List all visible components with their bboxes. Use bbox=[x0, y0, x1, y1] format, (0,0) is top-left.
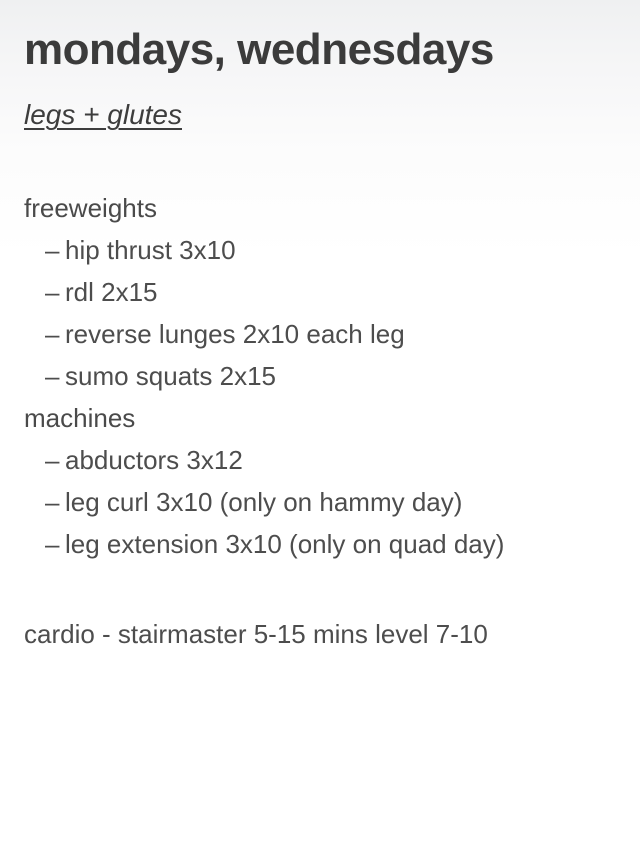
dash-bullet: – bbox=[45, 235, 60, 266]
list-item-text: leg extension 3x10 (only on quad day) bbox=[65, 529, 505, 560]
page-title: mondays, wednesdays bbox=[24, 25, 494, 74]
dash-bullet: – bbox=[45, 529, 60, 560]
section-machines bbox=[24, 397, 616, 565]
dash-bullet: – bbox=[45, 445, 60, 476]
cardio-note: cardio - stairmaster 5-15 mins level 7-10 bbox=[24, 619, 488, 650]
dash-bullet: – bbox=[45, 319, 60, 350]
list-item bbox=[24, 313, 616, 355]
list-item-text: sumo squats 2x15 bbox=[65, 361, 277, 392]
list-item bbox=[24, 355, 616, 397]
list-item-text: abductors 3x12 bbox=[65, 445, 243, 476]
section-heading-freeweights: freeweights bbox=[24, 193, 157, 224]
list-item-text: rdl 2x15 bbox=[65, 277, 158, 308]
list-item bbox=[24, 439, 616, 481]
dash-bullet: – bbox=[45, 487, 60, 518]
machines-list bbox=[24, 439, 616, 565]
list-item-text: leg curl 3x10 (only on hammy day) bbox=[65, 487, 463, 518]
list-item bbox=[24, 271, 616, 313]
list-item bbox=[24, 229, 616, 271]
list-item-text: reverse lunges 2x10 each leg bbox=[65, 319, 405, 350]
dash-bullet: – bbox=[45, 361, 60, 392]
freeweights-list bbox=[24, 229, 616, 397]
section-heading-machines: machines bbox=[24, 403, 136, 434]
section-freeweights bbox=[24, 187, 616, 397]
list-item-text: hip thrust 3x10 bbox=[65, 235, 236, 266]
list-item bbox=[24, 481, 616, 523]
list-item bbox=[24, 523, 616, 565]
dash-bullet: – bbox=[45, 277, 60, 308]
page-subtitle: legs + glutes bbox=[24, 99, 182, 131]
